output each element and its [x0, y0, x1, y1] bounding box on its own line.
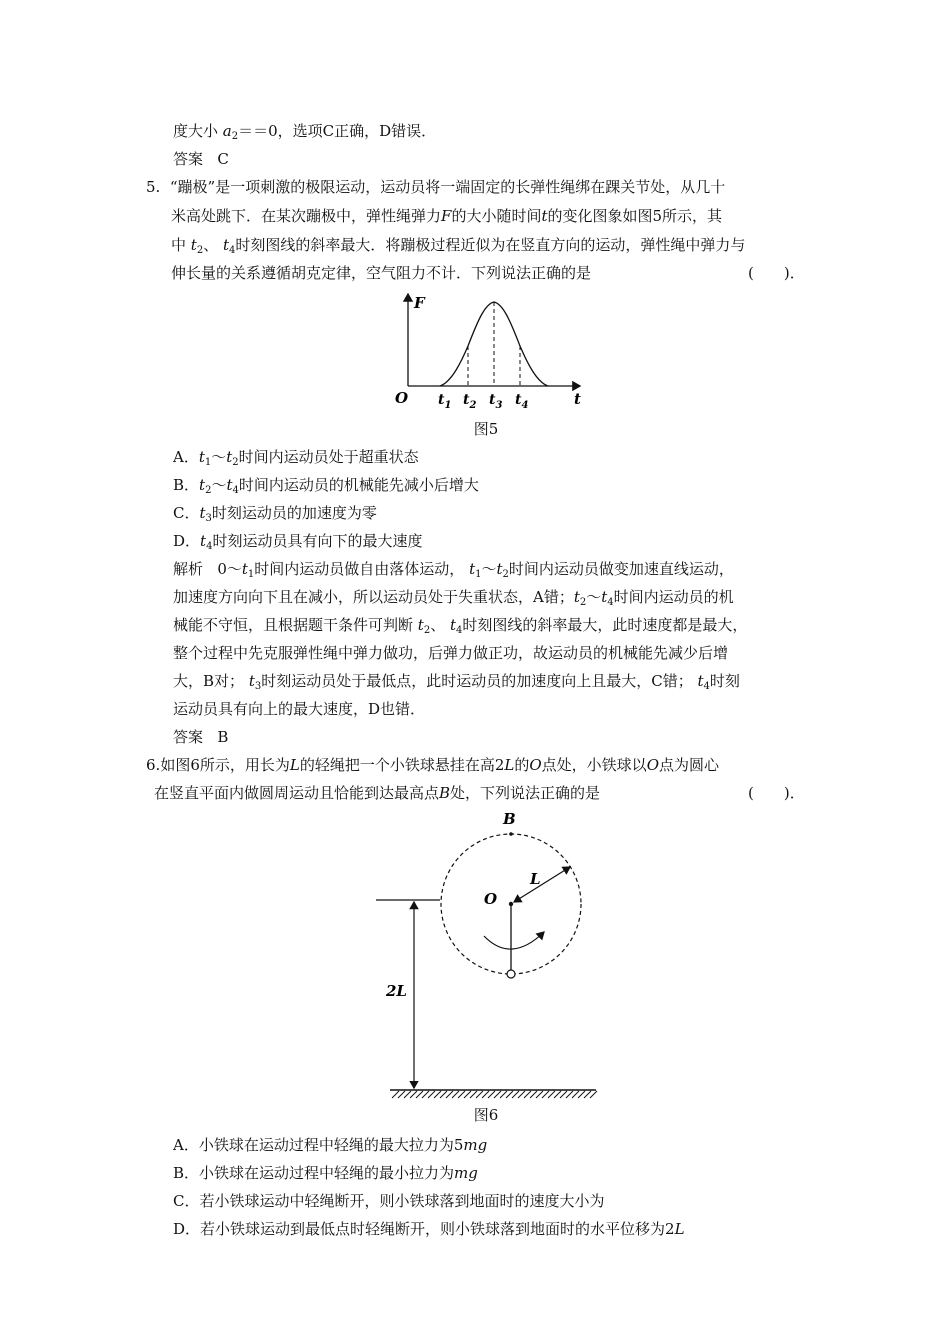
q6-option-c: C．若小铁球运动中轻绳断开，则小铁球落到地面时的速度大小为: [173, 1192, 605, 1210]
motion-arrow: [484, 932, 544, 949]
q5-stem-line-3: 中 $t_2$、 $t_4$时刻图线的斜率最大．将蹦极过程近似为在竖直方向的运动，弹性绳中弹力与: [171, 236, 746, 256]
t2-label: t: [463, 392, 470, 408]
hatch-mark: [422, 1091, 429, 1098]
hatch-mark: [398, 1091, 405, 1098]
y-axis-label: F: [414, 294, 425, 312]
hatch-mark: [530, 1091, 537, 1098]
q5-option-a: A．$t_1\sim t_2$时间内运动员处于超重状态: [173, 448, 419, 468]
q5-analysis-line-3: 械能不守恒，且根据题干条件可判断 $t_2$、 $t_4$时刻图线的斜率最大，此时速度都是最大，: [173, 616, 748, 636]
q5-analysis-line-5: 大，B对； $t_3$时刻运动员处于最低点，此时运动员的加速度向上且最大，C错； $t_4$时刻: [173, 672, 740, 692]
figure-6-caption: 图6: [473, 1106, 499, 1124]
q5-analysis-line-2: 加速度方向向下且在减小，所以运动员处于失重状态，A错；$t_2\sim t_4$时间内运动员的机: [173, 588, 734, 608]
t1-label: t: [438, 392, 445, 408]
t3-label: t: [489, 392, 496, 408]
hatch-mark: [518, 1091, 525, 1098]
x-axis-label: t: [574, 390, 581, 408]
hatch-mark: [524, 1091, 531, 1098]
hatch-mark: [410, 1091, 417, 1098]
q6-answer-paren: ( )．: [748, 784, 805, 802]
label-2l: 2L: [386, 982, 407, 1000]
figure-6-diagram: [376, 806, 616, 1106]
hatch-mark: [428, 1091, 435, 1098]
ground-hatching: [392, 1091, 597, 1098]
q5-stem-line-4: 伸长量的关系遵循胡克定律，空气阻力不计．下列说法正确的是: [171, 264, 592, 282]
q6-stem-line-2: 在竖直平面内做圆周运动且恰能到达最高点B处，下列说法正确的是: [154, 784, 601, 802]
hatch-mark: [392, 1091, 399, 1098]
hatch-mark: [452, 1091, 459, 1098]
q5-number: 5.: [146, 178, 161, 196]
q6-option-a: A．小铁球在运动过程中轻绳的最大拉力为5mg: [173, 1136, 488, 1154]
hatch-mark: [440, 1091, 447, 1098]
q5-stem-line-2: 米高处跳下．在某次蹦极中，弹性绳弹力F的大小随时间t的变化图象如图5所示，其: [171, 207, 723, 225]
hatch-mark: [458, 1091, 465, 1098]
hatch-mark: [476, 1091, 483, 1098]
q5-option-b: B．$t_2\sim t_4$时间内运动员的机械能先减小后增大: [173, 476, 479, 496]
hatch-mark: [536, 1091, 543, 1098]
q5-option-c: C．$t_3$时刻运动员的加速度为零: [173, 504, 377, 524]
hatch-mark: [572, 1091, 579, 1098]
hatch-mark: [578, 1091, 585, 1098]
hatch-mark: [542, 1091, 549, 1098]
t4-label: t: [515, 392, 522, 408]
hatch-mark: [554, 1091, 561, 1098]
hatch-mark: [512, 1091, 519, 1098]
radius-arrow: [514, 867, 570, 902]
q5-answer: 答案 B: [173, 728, 229, 746]
point-b: [509, 832, 513, 836]
q5-stem-line-1: 5. “蹦极”是一项刺激的极限运动，运动员将一端固定的长弹性绳绑在踝关节处，从几十: [146, 178, 726, 196]
label-o: O: [484, 890, 498, 908]
hatch-mark: [584, 1091, 591, 1098]
hatch-mark: [404, 1091, 411, 1098]
hatch-mark: [434, 1091, 441, 1098]
q6-option-d: D．若小铁球运动到最低点时轻绳断开，则小铁球落到地面时的水平位移为2L: [173, 1220, 685, 1238]
q6-number: 6.: [146, 756, 161, 774]
svg-text:t1: $t_1$: [438, 392, 452, 411]
hatch-mark: [590, 1091, 597, 1098]
hatch-mark: [464, 1091, 471, 1098]
q5-analysis-line-4: 整个过程中先克服弹性绳中弹力做功，后弹力做正功，故运动员的机械能先减少后增: [173, 644, 729, 662]
hatch-mark: [506, 1091, 513, 1098]
q5-analysis-line-6: 运动员具有向上的最大速度，D也错．: [173, 700, 426, 718]
figure-5-caption: 图5: [473, 420, 499, 438]
hatch-mark: [416, 1091, 423, 1098]
origin-label: O: [395, 389, 409, 407]
hatch-mark: [548, 1091, 555, 1098]
q6-option-b: B．小铁球在运动过程中轻绳的最小拉力为mg: [173, 1164, 478, 1182]
svg-text:t2: $t_2$: [463, 392, 477, 411]
prev-solution-line: 度大小 $a_2==0$，选项C正确，D错误．: [173, 122, 437, 142]
analysis-label: 解析: [173, 560, 204, 578]
hatch-mark: [470, 1091, 477, 1098]
hatch-mark: [500, 1091, 507, 1098]
svg-text:t4: $t_4$: [515, 392, 529, 411]
figure-5-graph: [390, 290, 590, 410]
q6-stem-line-1: 6.如图6所示，用长为L的轻绳把一个小铁球悬挂在高2L的O点处，小铁球以O点为圆心: [146, 756, 720, 774]
hatch-mark: [482, 1091, 489, 1098]
hatch-mark: [488, 1091, 495, 1098]
label-b: B: [503, 810, 516, 828]
svg-text:t3: $t_3$: [489, 392, 503, 411]
hatch-mark: [560, 1091, 567, 1098]
q5-analysis-line-1: 解析 $0\sim t_1$时间内运动员做自由落体运动， $t_1\sim t_2$时间内运动员做变加速直线运动，: [173, 560, 734, 580]
prev-answer: 答案 C: [173, 150, 229, 168]
hatch-mark: [446, 1091, 453, 1098]
hatch-mark: [494, 1091, 501, 1098]
q5-option-d: D．$t_4$时刻运动员具有向下的最大速度: [173, 532, 423, 552]
iron-ball: [507, 970, 515, 978]
q5-answer-paren: ( )．: [748, 264, 805, 282]
hatch-mark: [566, 1091, 573, 1098]
label-l: L: [530, 870, 541, 888]
